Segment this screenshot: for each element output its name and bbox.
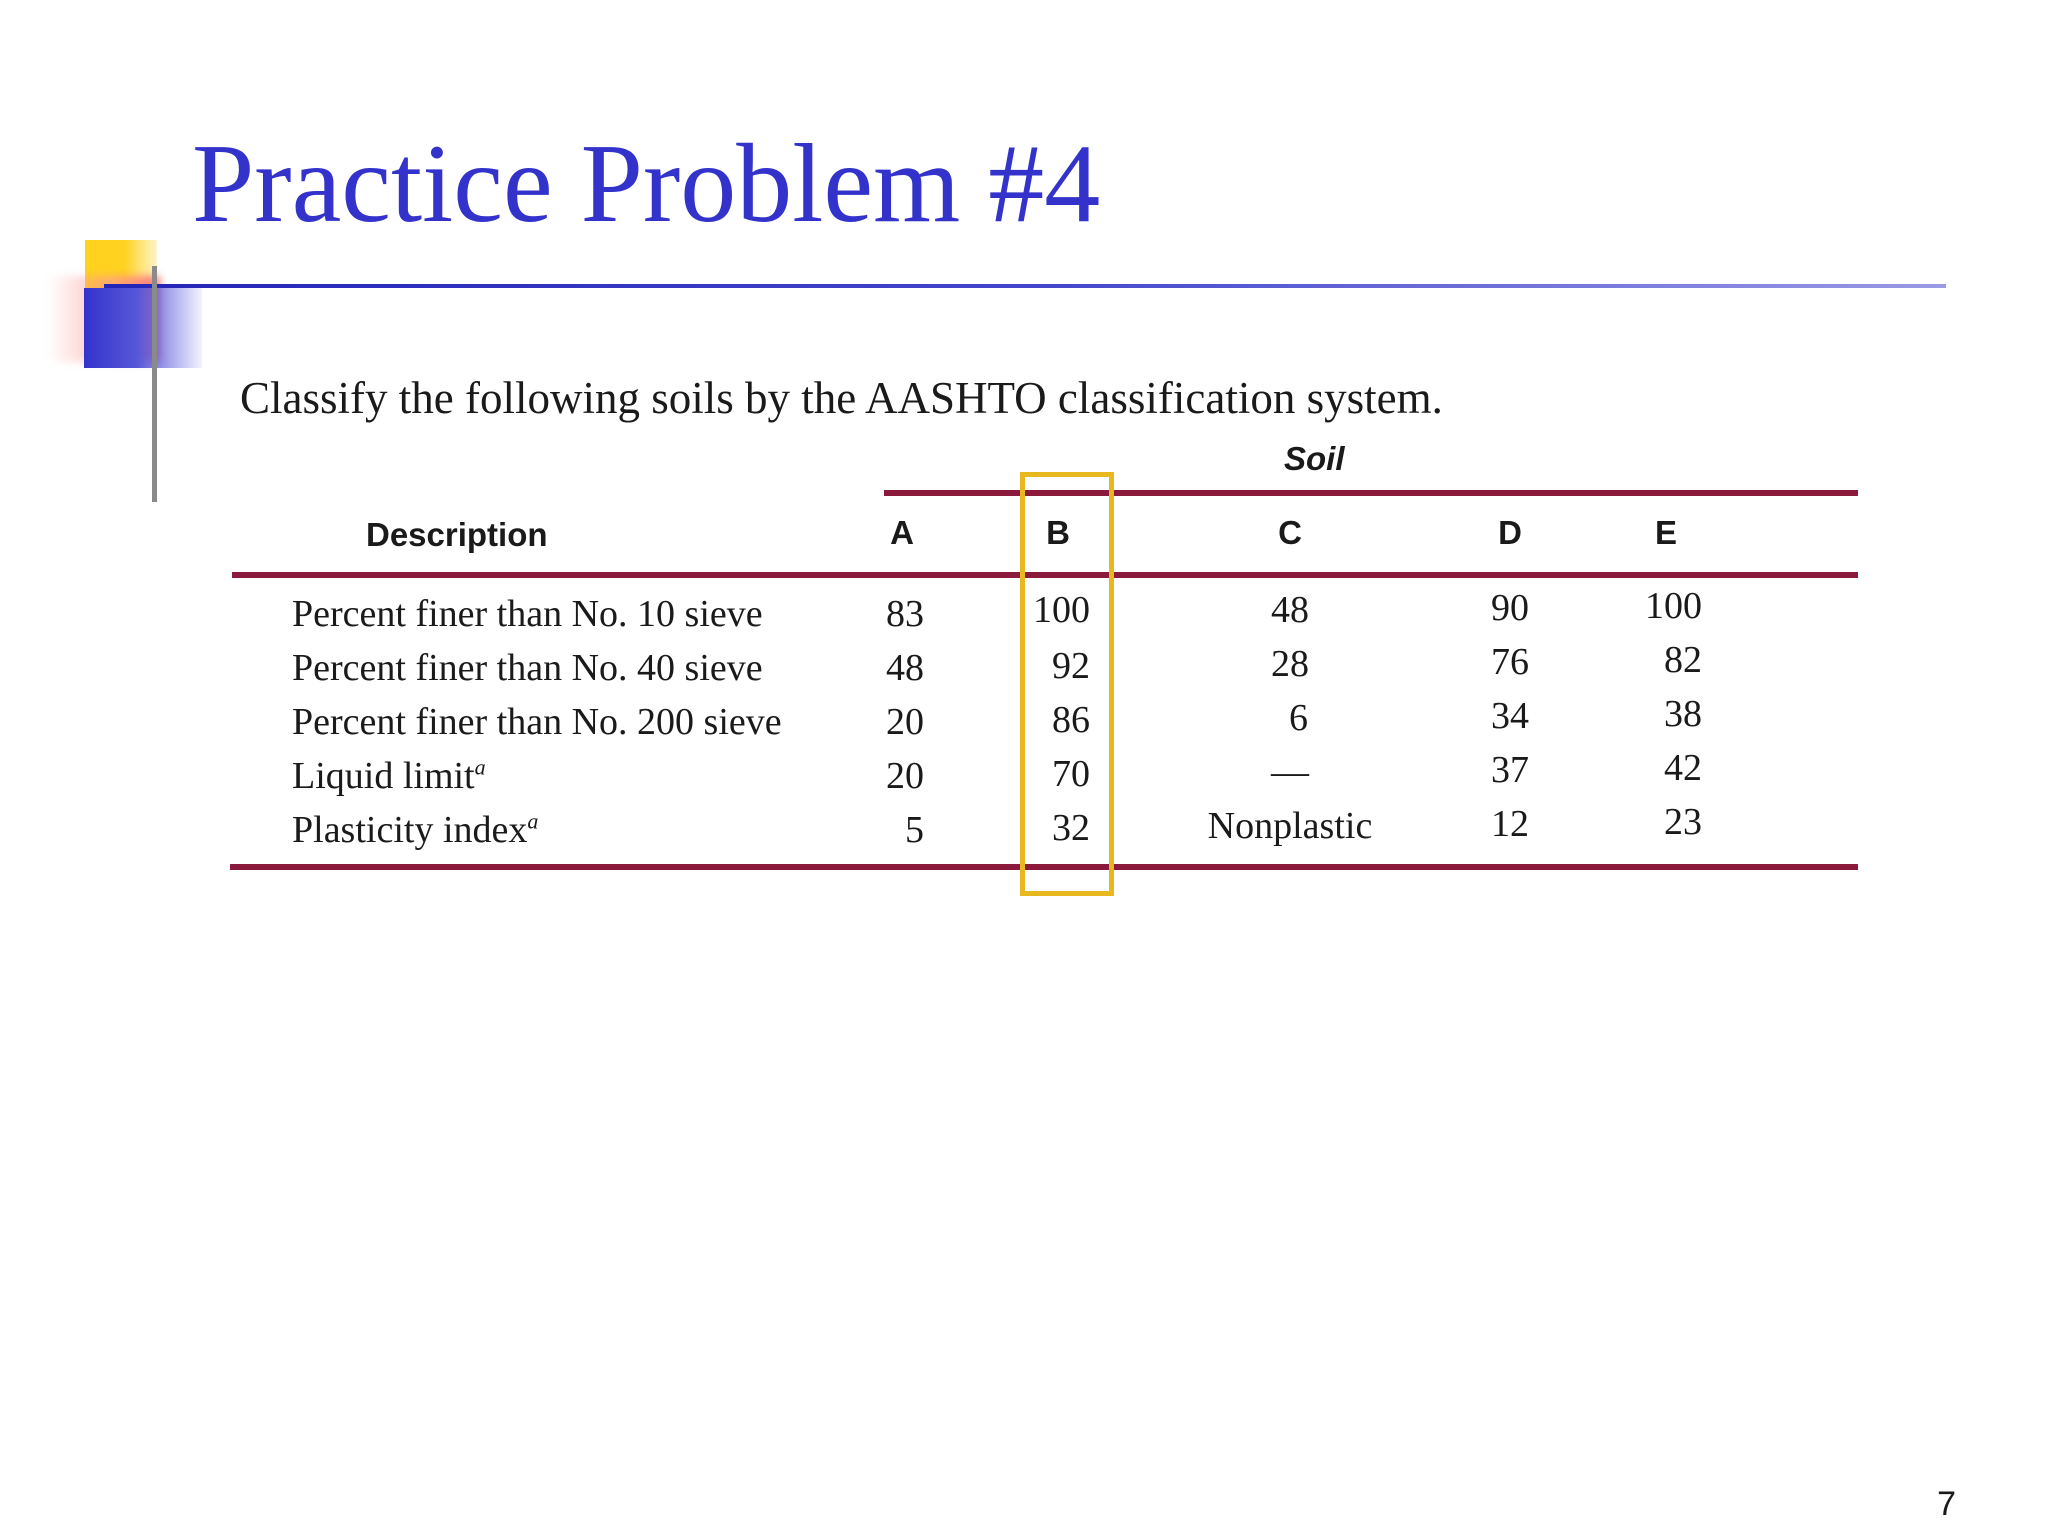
table-cell: — xyxy=(1271,751,1309,793)
row-label-plasticity-index: Plasticity index$^a$ xyxy=(292,808,539,851)
row-label-no10: Percent finer than No. 10 sieve xyxy=(292,593,763,635)
problem-prompt: Classify the following soils by the AASHTO classification system. xyxy=(240,373,1443,423)
table-cell: 6 xyxy=(1289,697,1308,739)
table-cell: 28 xyxy=(1271,643,1309,685)
table-cell: 37 xyxy=(1491,749,1529,791)
table-cell: 20 xyxy=(886,701,924,743)
column-header-e: E xyxy=(1654,514,1677,551)
table-cell: 83 xyxy=(886,593,924,635)
table-cell: 100 xyxy=(1645,585,1702,627)
title-underline xyxy=(104,284,1946,288)
table-cell: 82 xyxy=(1664,639,1702,681)
table-cell: Nonplastic xyxy=(1207,805,1373,847)
table-cell: 48 xyxy=(886,647,924,689)
table-cell: 38 xyxy=(1664,693,1702,735)
row-label-no40: Percent finer than No. 40 sieve xyxy=(292,647,763,689)
decorative-vertical-line xyxy=(152,266,157,502)
column-header-c: C xyxy=(1278,514,1302,551)
table-cell: 34 xyxy=(1491,695,1529,737)
table-cell: 100 xyxy=(1033,589,1090,631)
table-cell: 92 xyxy=(1052,645,1090,687)
table-cell: 5 xyxy=(905,809,924,851)
table-cell: 12 xyxy=(1491,803,1529,845)
table-cell: 86 xyxy=(1052,699,1090,741)
table-cell: 42 xyxy=(1664,747,1702,789)
soil-group-header: Soil xyxy=(1284,440,1345,477)
decorative-blue-square xyxy=(84,288,202,368)
row-label-liquid-limit: Liquid limit$^a$ xyxy=(292,754,486,797)
column-header-b: B xyxy=(1046,514,1070,551)
table-cell: 48 xyxy=(1271,589,1309,631)
row-label-no200: Percent finer than No. 200 sieve xyxy=(292,701,782,743)
table-cell: 20 xyxy=(886,755,924,797)
table-cell: 90 xyxy=(1491,587,1529,629)
column-header-a: A xyxy=(890,514,914,551)
table-cell: 32 xyxy=(1052,807,1090,849)
table-cell: 70 xyxy=(1052,753,1090,795)
column-header-d: D xyxy=(1498,514,1522,551)
table-cell: 23 xyxy=(1664,801,1702,843)
description-column-header: Description xyxy=(366,516,548,553)
table-cell: 76 xyxy=(1491,641,1529,683)
slide-title: Practice Problem #4 xyxy=(192,122,1101,246)
page-number: 7 xyxy=(1937,1485,1956,1523)
column-b-highlight xyxy=(1020,472,1114,896)
